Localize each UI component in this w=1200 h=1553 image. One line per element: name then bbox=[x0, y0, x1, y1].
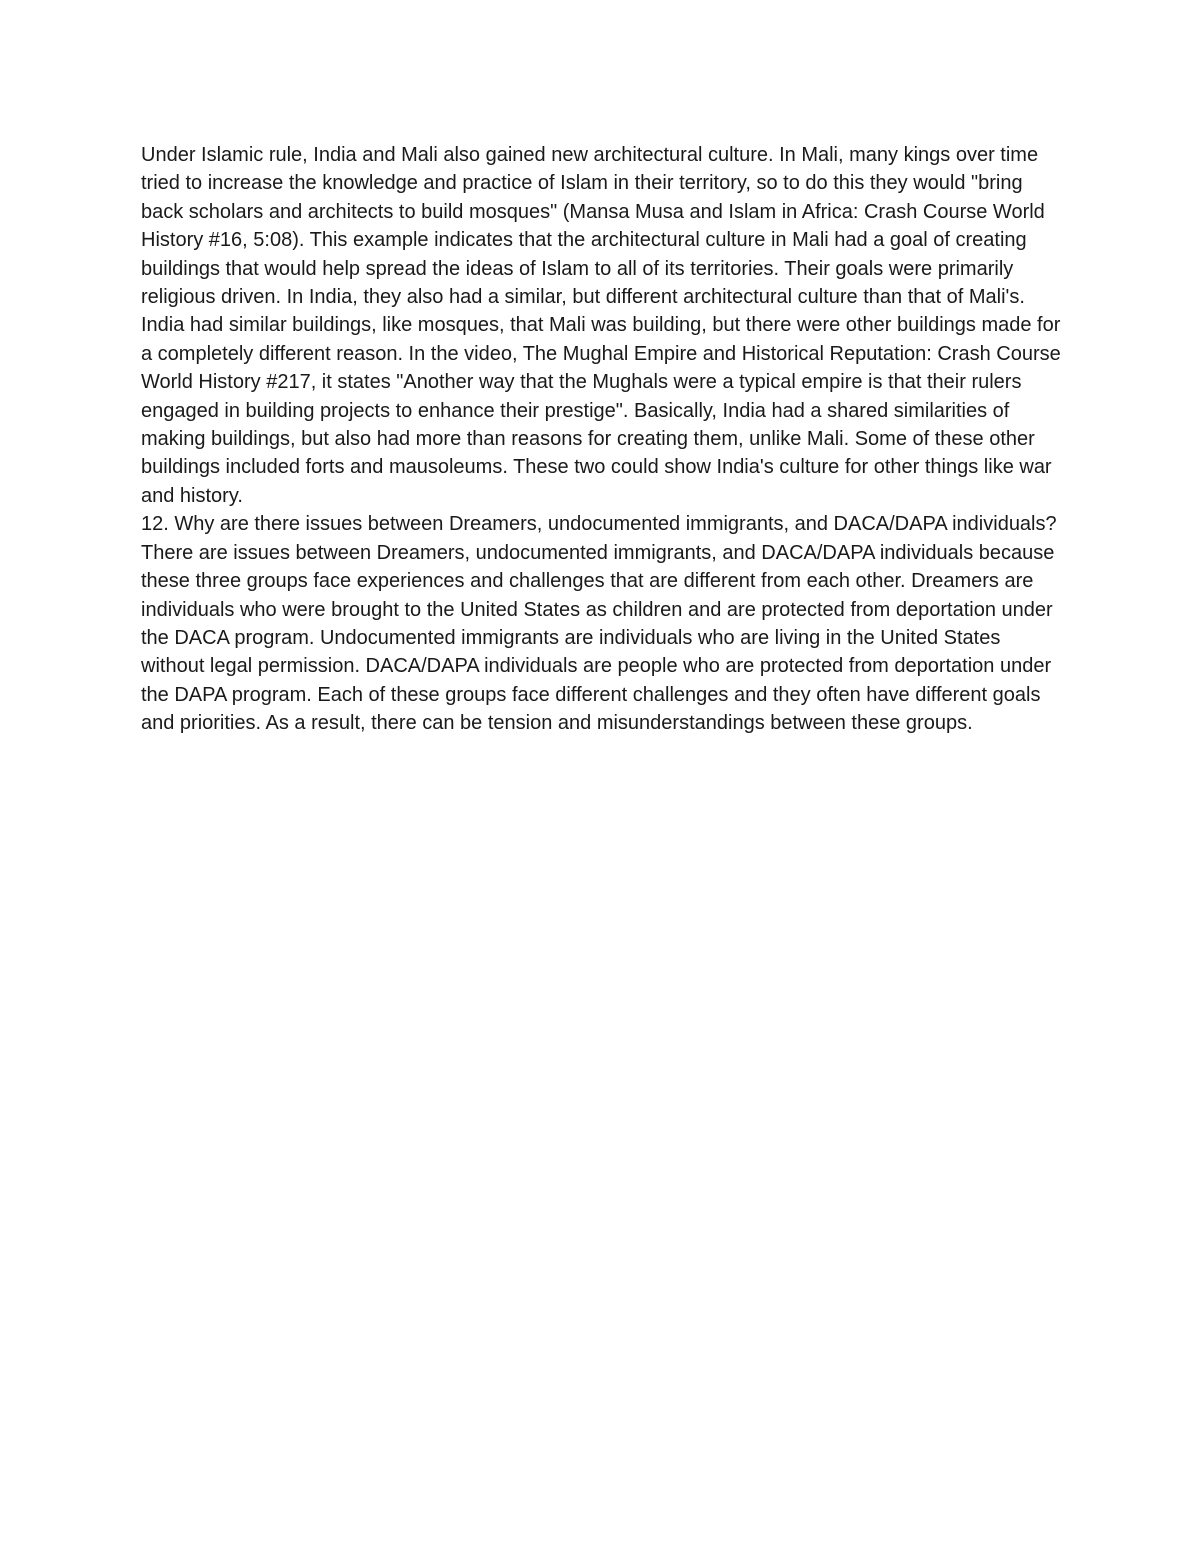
question-12: 12. Why are there issues between Dreamers, undocumented immigrants, and DACA/DAPA individuals? bbox=[141, 513, 1057, 536]
answer-12: There are issues between Dreamers, undocumented immigrants, and DACA/DAPA individuals because these three groups face experiences and challenges that are different from each other. Dreamers are individuals who were brought to the United States as children and are protected from deportation under the DACA program. Undocumented immigrants are individuals who are living in the United States without legal permission. DACA/DAPA individuals are people who are protected from deportation under the DAPA program. Each of these groups face different challenges and they often have different goals and priorities. As a result, there can be tension and misunderstandings between these groups. bbox=[141, 541, 1055, 735]
document-body bbox=[141, 141, 1061, 738]
paragraph-architecture: Under Islamic rule, India and Mali also gained new architectural culture. In Mali, many kings over time tried to increase the knowledge and practice of Islam in their territory, so to do this they would "bring back scholars and architects to build mosques" (Mansa Musa and Islam in Africa: Crash Course World History #16, 5:08). This example indicates that the architectural culture in Mali had a goal of creating buildings that would help spread the ideas of Islam to all of its territories. Their goals were primarily religious driven. In India, they also had a similar, but different architectural culture than that of Mali's. India had similar buildings, like mosques, that Mali was building, but there were other buildings made for a completely different reason. In the video, The Mughal Empire and Historical Reputation: Crash Course World History #217, it states "Another way that the Mughals were a typical empire is that their rulers engaged in building projects to enhance their prestige". Basically, India had a shared similarities of making buildings, but also had more than reasons for creating them, unlike Mali. Some of these other buildings included forts and mausoleums. These two could show India's culture for other things like war and history. bbox=[141, 144, 1061, 507]
